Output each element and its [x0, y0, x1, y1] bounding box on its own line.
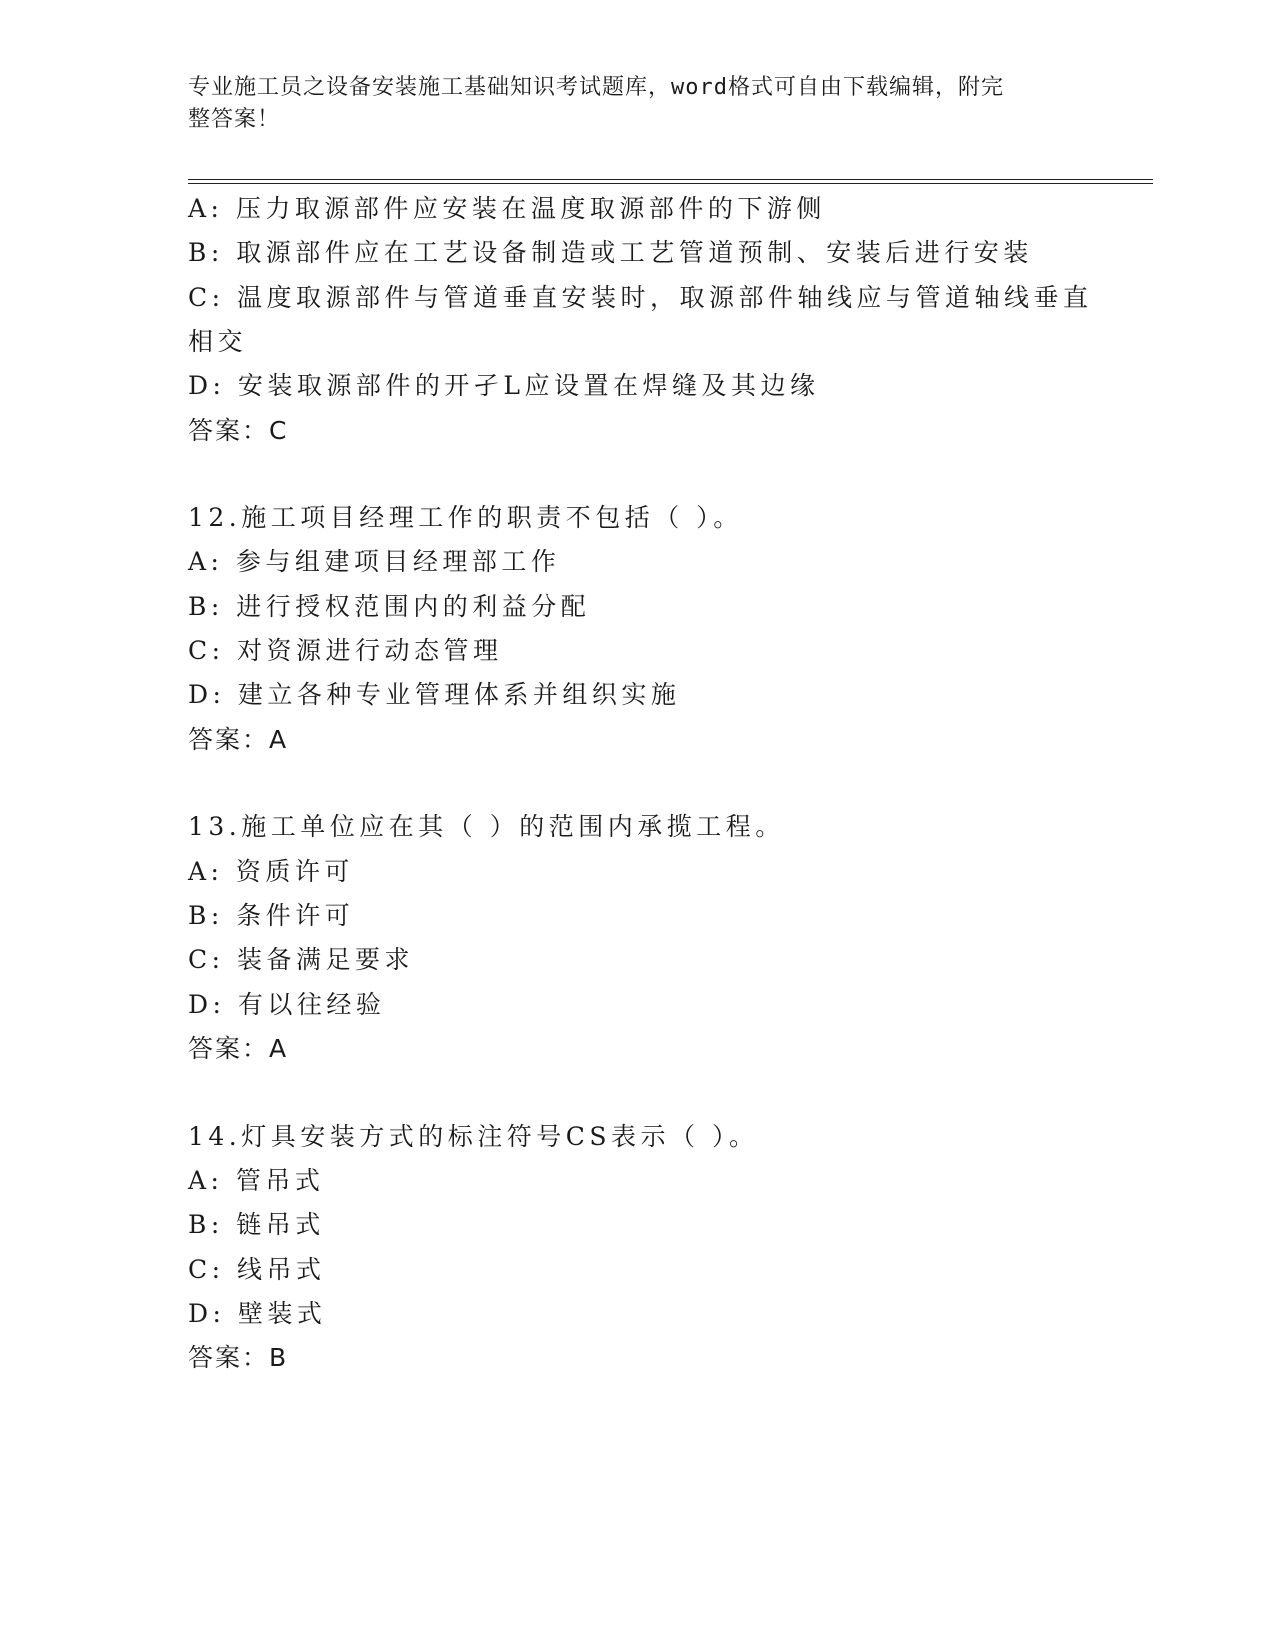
- q12-option-b: B: 进行授权范围内的利益分配: [188, 592, 591, 621]
- q12-option-c: C: 对资源进行动态管理: [188, 636, 503, 665]
- q13-option-b: B: 条件许可: [188, 901, 355, 930]
- q14-option-c: C: 线吊式: [188, 1255, 326, 1284]
- q12-option-a: A: 参与组建项目经理部工作: [188, 547, 561, 576]
- q13-answer: 答案：A: [188, 1034, 289, 1063]
- q13-option-a: A: 资质许可: [188, 857, 354, 886]
- q11-answer: 答案：C: [188, 416, 289, 445]
- q14-answer: 答案：B: [188, 1343, 289, 1372]
- q11-option-a: A: 压力取源部件应安装在温度取源部件的下游侧: [188, 194, 826, 223]
- q14-option-a: A: 管吊式: [188, 1166, 325, 1195]
- header-line-2: 整答案！: [188, 107, 281, 132]
- q14-question: 14.灯具安装方式的标注符号CS表示（ ）。: [188, 1122, 759, 1151]
- q12-option-d: D: 建立各种专业管理体系并组织实施: [188, 680, 681, 709]
- document-header: [188, 72, 1068, 136]
- q11-option-d: D: 安装取源部件的开孑L应设置在焊缝及其边缘: [188, 371, 820, 400]
- q11-option-c-line2: 相交: [188, 327, 248, 356]
- q12-answer: 答案：A: [188, 725, 289, 754]
- header-line-1: 专业施工员之设备安装施工基础知识考试题库，word格式可自由下载编辑，附完: [188, 75, 1004, 100]
- q13-option-d: D: 有以往经验: [188, 990, 386, 1019]
- q14-option-d: D: 壁装式: [188, 1299, 327, 1328]
- q11-option-c-line1: C: 温度取源部件与管道垂直安装时，取源部件轴线应与管道轴线垂直: [188, 283, 1093, 312]
- q13-option-c: C: 装备满足要求: [188, 945, 414, 974]
- q11-option-b: B: 取源部件应在工艺设备制造或工艺管道预制、安装后进行安装: [188, 238, 1033, 267]
- q14-option-b: B: 链吊式: [188, 1210, 325, 1239]
- header-divider-bottom: [188, 183, 1153, 184]
- header-divider-top: [188, 179, 1153, 180]
- q13-question: 13.施工单位应在其（ ）的范围内承揽工程。: [188, 812, 785, 841]
- q12-question: 12.施工项目经理工作的职责不包括（ ）。: [188, 503, 743, 532]
